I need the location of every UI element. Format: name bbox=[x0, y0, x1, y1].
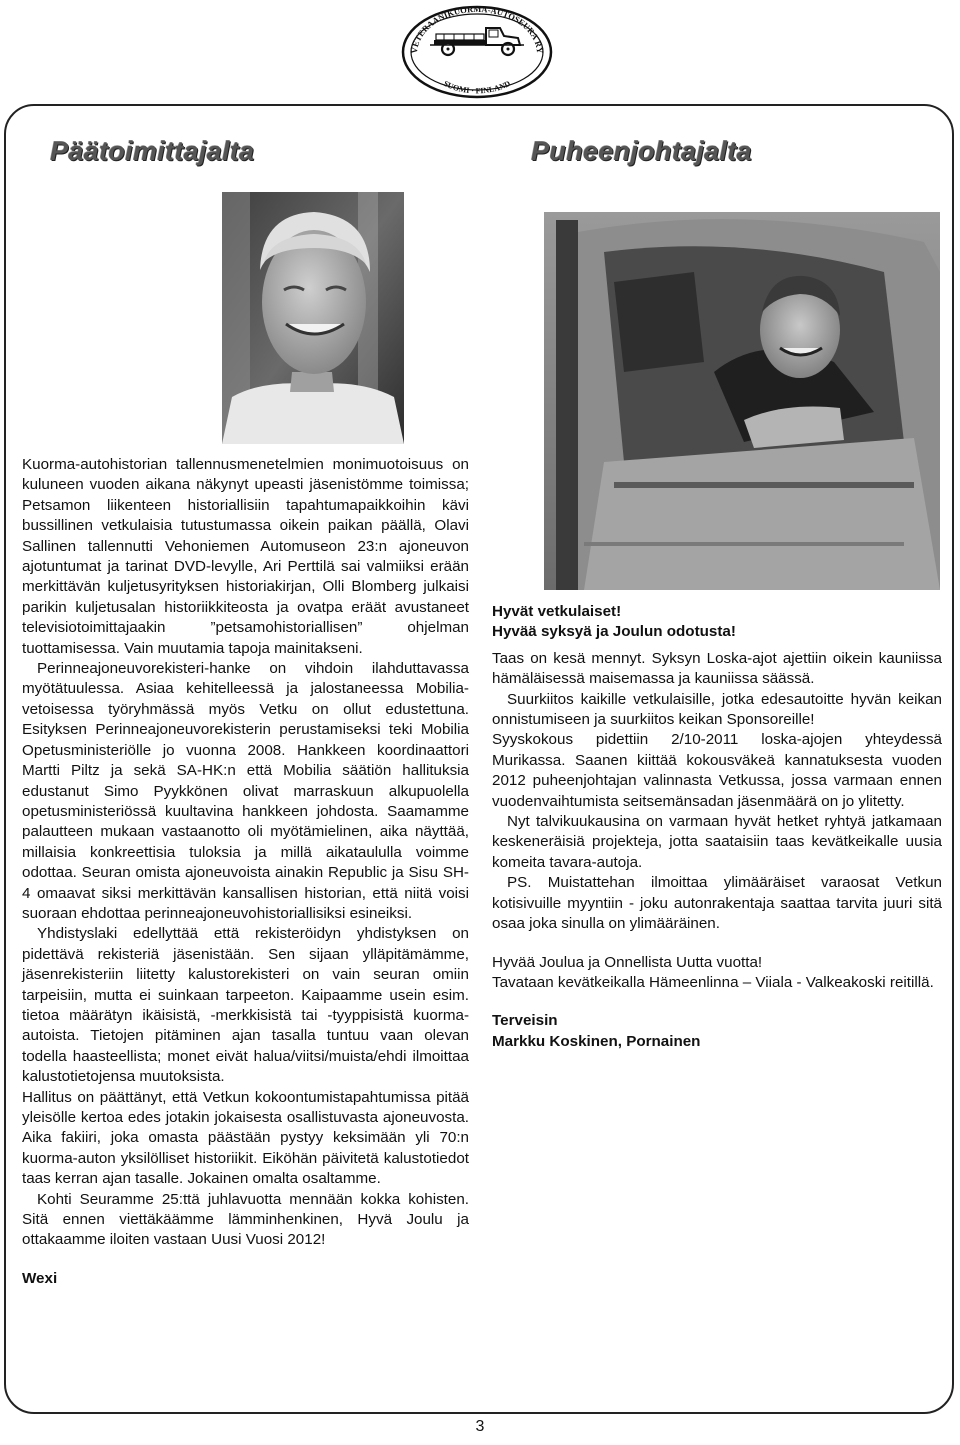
chairman-signoff: Terveisin bbox=[492, 1012, 558, 1030]
editor-paragraph: Hallitus on päättänyt, että Vetkun kokoontumistapahtumissa pitää yleisölle kertoa edes jotakin jokaisesta osallistuvasta ajoneuvosta. Aika fakiiri, joka omasta päästään pystyy keksimään yli 70:n kuorma-auton yksilölliset historiikit. Eiköhän päivitetä kalustotiedot taas kerran ajan tasalle. Jokainen omalta osaltamme. bbox=[22, 1088, 469, 1188]
chairman-column bbox=[492, 602, 942, 1052]
editor-paragraph: Kuorma-autohistorian tallennusmenetelmien monimuotoisuus on kuluneen vuoden aikana näkynyt upeasti jäsenistömme toimissa; Petsamon liikenteen historiallisiin tapahtumapaikkoihin kävi bussillinen vetkulaisia tutustumassa oikein paikan päällä, Olavi Sallinen tallennutti Vehoniemen Automuseon 23:n ajoneuvon ajotuntumat ja tarinat DVD-levylle, Ari Perttilä sai valmiiksi erään merkittävän kuljetusyrityksen historiakirjan, Olli Blomberg julkaisi parikin kuljetusalan historiikkiteosta ja ovatpa eräät avustaneet televisiotoimittajaakin ”petsamohistoriallisen” ohjelman tuottamisessa. Vain muutamia tapoja mainitakseni. bbox=[22, 456, 469, 657]
chairman-closing: Tavataan kevätkeikalla Hämeenlinna – Viiala - Valkeakoski reitillä. bbox=[492, 973, 934, 991]
chairman-paragraph: Nyt talvikuukausina on varmaan hyvät hetket ryhtyä jatkamaan keskeneräisiä projekteja, jotta saataisiin taas kevätkeikalle uusia komeita tavara-autoja. bbox=[492, 813, 942, 871]
svg-text:VETERAANIKUORMA-AUTOSEURA RY: VETERAANIKUORMA-AUTOSEURA RY bbox=[408, 4, 546, 54]
svg-text:SUOMI · FINLAND: SUOMI · FINLAND bbox=[442, 78, 512, 96]
chairman-greeting: Hyvät vetkulaiset! bbox=[492, 603, 622, 620]
chairman-signature: Markku Koskinen, Pornainen bbox=[492, 1032, 701, 1050]
right-column-title: Puheenjohtajalta bbox=[531, 136, 752, 166]
chairman-paragraph: PS. Muistattehan ilmoittaa ylimääräiset varaosat Vetkun kotisivuille myyntiin - joku autonrakentaja saattaa tarvita juuri sitä osaa joka sinulla on ylimääräinen. bbox=[492, 874, 942, 933]
page-number: 3 bbox=[475, 1418, 485, 1435]
editor-column bbox=[22, 455, 469, 1289]
editor-signature: Wexi bbox=[22, 1269, 58, 1287]
logo bbox=[400, 4, 554, 100]
chairman-greeting: Hyvää syksyä ja Joulun odotusta! bbox=[492, 623, 736, 641]
chairman-paragraph: Taas on kesä mennyt. Syksyn Loska-ajot ajettiin oikein kauniissa hämäläisessä maisemassa ja kauniissa säässä. bbox=[492, 649, 942, 688]
chairman-closing: Hyvää Joulua ja Onnellista Uutta vuotta! bbox=[492, 953, 763, 971]
editor-paragraph: Perinneajoneuvorekisteri-hanke on vihdoin ilahduttavassa myötätuulessa. Asiaa kehitelleessä ja jalostaneessa Mobilia-vetoisessa työryhmässä myös Vetku on ollut edustettuna. Esityksen Perinneajoneuvorekisterin perustamiseksi teki Mobilia Opetusministeriölle jo vuonna 2008. Hankkeen koordinaattori Martti Piltz ja sekä SA-HK:n että Mobilia säätiön hallituksia edustanut Simo Pyykkönen olivat marraskuun alkupuolella opetusministeriössä kuultavina hankkeen johdosta. Saamamme palautteen mukaan vastaanotto oli myötämielinen, aika näyttää, millaisia konkreettisia tuloksia ja millä aikataululla voimme odottaa. Seuran omista ajoneuvoista ainakin Republic ja Sisu SH-4 omaavat siksi merkittävän kansallisen historian, että niitä voisi suoraan ehdottaa perinneajoneuvohistoriallisiksi esineiksi. bbox=[22, 660, 469, 922]
chairman-truck-photo bbox=[544, 212, 940, 590]
editor-paragraph: Kohti Seuramme 25:ttä juhlavuotta mennään kokka kohisten. Sitä ennen viettäkäämme lämminhenkinen, Hyvä Joulu ja ottakaamme iloiten vastaan Uusi Vuosi 2012! bbox=[22, 1190, 469, 1249]
chairman-paragraph: Suurkiitos kaikille vetkulaisille, jotka edesautoitte hyvän keikan onnistumiseen ja suurkiitos keikan Sponsoreille! bbox=[492, 690, 942, 729]
left-column-title: Päätoimittajalta bbox=[50, 136, 255, 166]
chairman-paragraph: Syyskokous pidettiin 2/10-2011 loska-ajojen yhteydessä Murikassa. Saanen kiittää kokousväkeä kannatuksesta vuoden 2012 puheenjohtajan valinnasta Vetkussa, jossa varmaan ennen vuodenvaihtumista seitsemänsadan jäsenmäärä on jo ylitetty. bbox=[492, 731, 942, 810]
editor-portrait-photo bbox=[222, 192, 404, 444]
editor-paragraph: Yhdistyslaki edellyttää että rekisteröidyn yhdistyksen on pidettävä rekisteriä jäsenistään. Sen sijaan ylläpitämämme, jäsenrekisteriin liitetty kalustorekisteri on vain seuran omiin tarpeisiin, mutta ei suinkaan tarpeeton. Kaipaamme usein esim. tietoa määrätyn ikäisistä, -merkkisistä tai -tyyppisistä kuorma-autoista. Tietojen pitäminen ajan tasalla tuntuu vaan olevan todella haasteellista; monet eivät halua/viitsi/muista/ehdi ilmoittaa kalustotietojensa muutoksista. bbox=[22, 925, 469, 1086]
